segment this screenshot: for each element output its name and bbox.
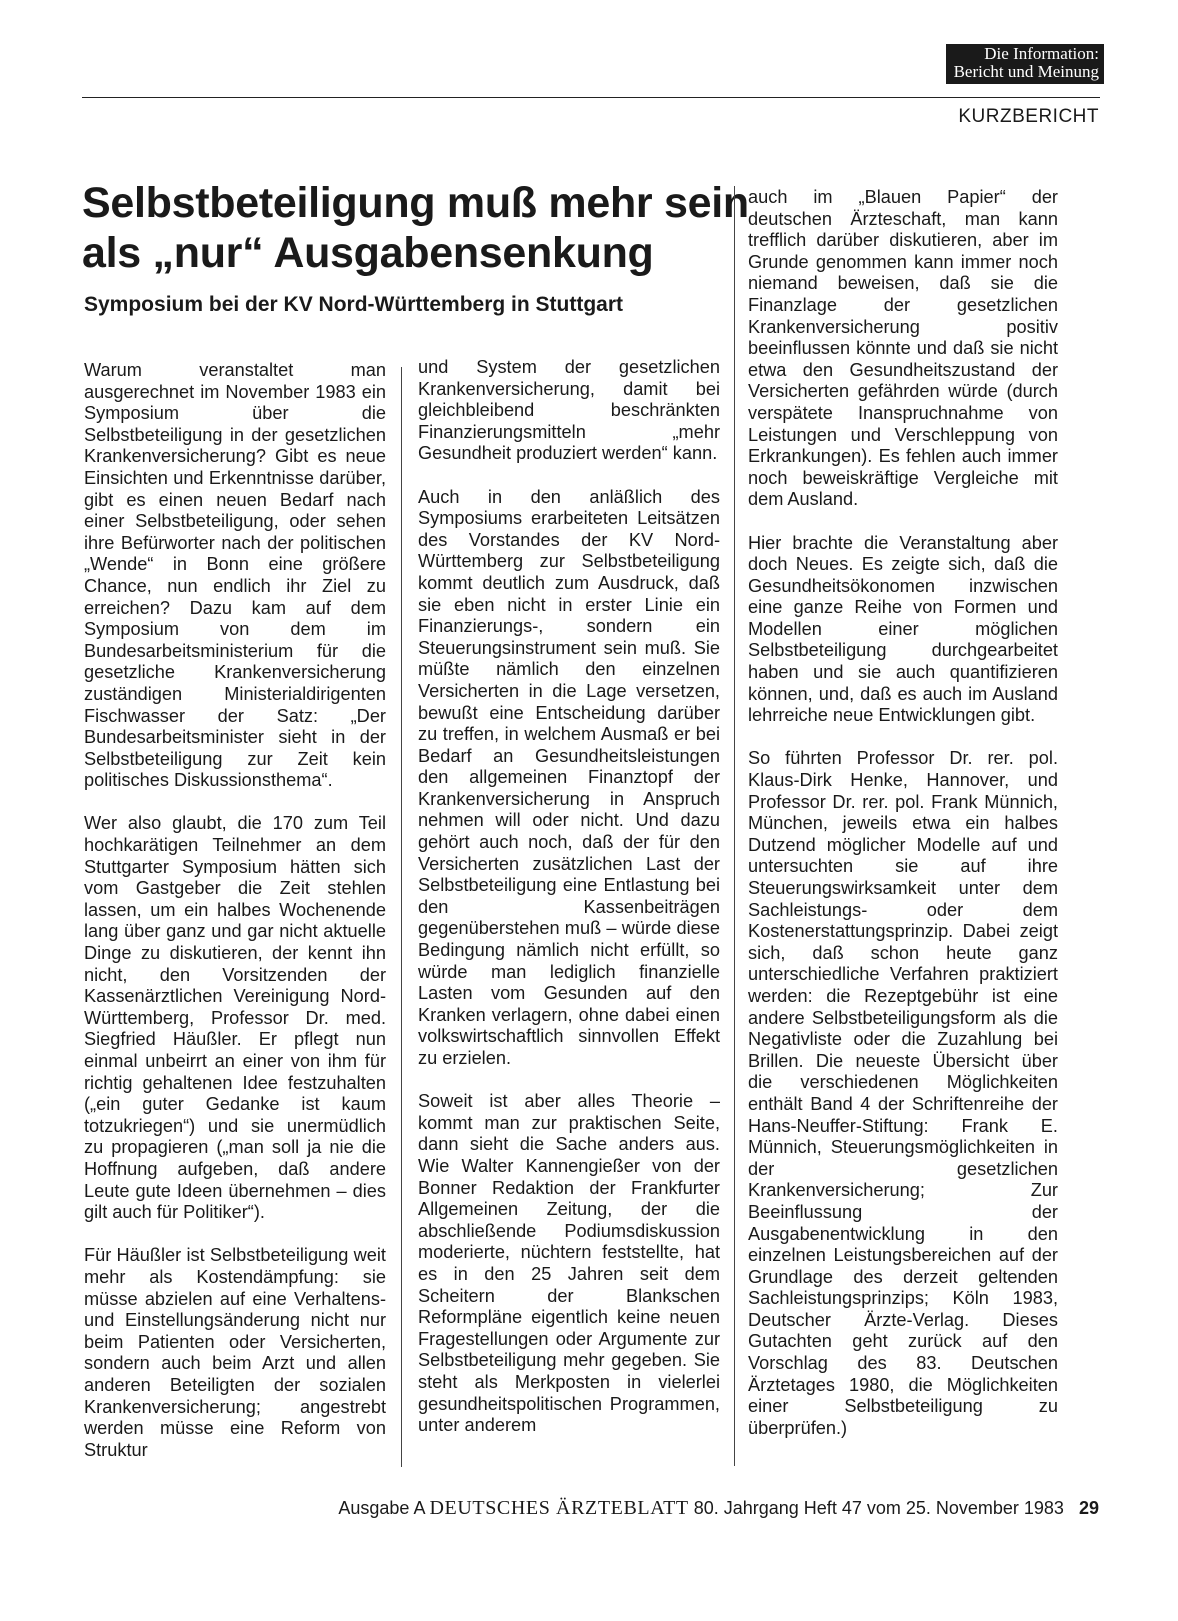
paragraph: auch im „Blauen Papier“ der deutschen Ärzteschaft, man kann trefflich darüber diskutieren, aber im Grunde genommen kann immer noch niemand beweisen, daß sie die Finanzlage der gesetzlichen Krankenversicherung positiv beeinflussen könnte und daß sie nicht etwa den Gesundheitszustand der Versicherten gefährden würde (durch verspätete Inanspruchnahme von Leistungen und Verschleppung von Erkrankungen). Es fehlen auch immer noch beweiskräftige Vergleiche mit dem Ausland. xyxy=(748,187,1058,510)
section-badge xyxy=(946,44,1104,84)
paragraph: So führten Professor Dr. rer. pol. Klaus-Dirk Henke, Hannover, und Professor Dr. rer. pol. Frank Münnich, München, jeweils etwa ein halbes Dutzend möglicher Modelle auf und untersuchten sie auf ihre Steuerungswirksamkeit unter dem Sachleistungs- oder dem Kostenerstattungsprinzip. Dabei zeigt sich, daß schon heute ganz unterschiedliche Verfahren praktiziert werden: die Rezeptgebühr ist eine andere Selbstbeteiligungsform als die Negativliste oder die Zuzahlung bei Brillen. Die neueste Übersicht über die verschiedenen Möglichkeiten enthält Band 4 der Schriftenreihe der Hans-Neuffer-Stiftung: Frank E. Münnich, Steuerungsmöglichkeiten in der gesetzlichen Krankenversicherung; Zur Beeinflussung der Ausgabenentwicklung in den einzelnen Leistungsbereichen auf der Grundlage des derzeit geltenden Sachleistungsprinzips; Köln 1983, Deutscher Ärzte-Verlag. Dieses Gutachten geht zurück auf den Vorschlag des 83. Deutschen Ärztetages 1980, die Möglichkeiten einer Selbstbeteiligung zu überprüfen.) xyxy=(748,748,1058,1438)
article-column-1 xyxy=(84,360,386,1461)
article-headline: Selbstbeteiligung muß mehr sein als „nur“ Ausgabensenkung xyxy=(82,179,749,277)
issue-info: 80. Jahrgang Heft 47 vom 25. November 1983 xyxy=(693,1498,1064,1518)
paragraph: Hier brachte die Veranstaltung aber doch Neues. Es zeigte sich, daß die Gesundheitsökonomen inzwischen eine ganze Reihe von Formen und Modellen einer möglichen Selbstbeteiligung durchgearbeitet haben und sie auch quantifizieren können, und, daß es auch im Ausland lehrreiche neue Entwicklungen gibt. xyxy=(748,532,1058,726)
paragraph: Für Häußler ist Selbstbeteiligung weit mehr als Kostendämpfung: sie müsse abzielen auf eine Verhaltens- und Einstellungsänderung nicht nur beim Patienten oder Versicherten, sondern auch beim Arzt und allen anderen Beteiligten der sozialen Krankenversicherung; angestrebt werden müsse eine Reform von Struktur xyxy=(84,1245,386,1460)
kicker: KURZBERICHT xyxy=(958,106,1099,127)
paragraph: Auch in den anläßlich des Symposiums erarbeiteten Leitsätzen des Vorstandes der KV Nord-Württemberg zur Selbstbeteiligung kommt deutlich zum Ausdruck, daß sie eben nicht in erster Linie ein Finanzierungs-, sondern ein Steuerungsinstrument sein muß. Sie müßte nämlich den einzelnen Versicherten in die Lage versetzen, bewußt eine Entscheidung darüber zu treffen, in welchem Ausmaß er bei Bedarf an Gesundheitsleistungen den allgemeinen Finanztopf der Krankenversicherung in Anspruch nehmen will oder nicht. Und dazu gehört auch noch, daß der für den Versicherten zusätzlichen Last der Selbstbeteiligung eine Entlastung bei den Kassenbeiträgen gegenüberstehen muß – würde diese Bedingung nämlich nicht erfüllt, so würde man lediglich finanzielle Lasten vom Gesunden auf den Kranken verlagern, ohne dabei einen volkswirtschaftlich sinnvollen Effekt zu erzielen. xyxy=(418,486,720,1068)
page-footer xyxy=(0,1497,1099,1520)
article-subheadline: Symposium bei der KV Nord-Württemberg in Stuttgart xyxy=(84,293,624,316)
article-column-2 xyxy=(418,357,720,1437)
section-label-line2: Bericht und Meinung xyxy=(953,62,1099,81)
paragraph: und System der gesetzlichen Krankenversicherung, damit bei gleichbleibend beschränkten Finanzierungsmitteln „mehr Gesundheit produziert werden“ kann. xyxy=(418,357,720,464)
edition-label: Ausgabe A xyxy=(338,1498,425,1518)
section-label-line1: Die Information: xyxy=(984,44,1099,63)
paragraph: Wer also glaubt, die 170 zum Teil hochkarätigen Teilnehmer an dem Stuttgarter Symposium hätten sich vom Gastgeber die Zeit stehlen lassen, um ein halbes Wochenende lang über ganz und gar nicht aktuelle Dinge zu diskutieren, der kennt ihn nicht, den Vorsitzenden der Kassenärztlichen Vereinigung Nord-Württemberg, Professor Dr. med. Siegfried Häußler. Er pflegt nun einmal unbeirrt an einer von ihm für richtig gehaltenen Idee festzuhalten („ein guter Gedanke ist kaum totzukriegen“) und sie unermüdlich zu propagieren („man soll ja nie die Hoffnung aufgeben, daß andere Leute gute Ideen übernehmen – dies gilt auch für Politiker“). xyxy=(84,813,386,1223)
article-column-3 xyxy=(748,187,1058,1439)
top-rule xyxy=(82,97,1100,98)
journal-title: DEUTSCHES ÄRZTEBLATT xyxy=(429,1497,689,1519)
paragraph: Warum veranstaltet man ausgerechnet im November 1983 ein Symposium über die Selbstbeteiligung in der gesetzlichen Krankenversicherung? Gibt es neue Einsichten und Erkenntnisse darüber, gibt es einen neuen Bedarf nach einer Selbstbeteiligung, oder sehen ihre Befürworter nach der politischen „Wende“ in Bonn eine größere Chance, nun endlich ihr Ziel zu erreichen? Dazu kam auf dem Symposium von dem im Bundesarbeitsministerium für die gesetzliche Krankenversicherung zuständigen Ministerialdirigenten Fischwasser der Satz: „Der Bundesarbeitsminister sieht in der Selbstbeteiligung zur Zeit kein politisches Diskussionsthema“. xyxy=(84,360,386,791)
page-number: 29 xyxy=(1078,1498,1099,1518)
column-divider-2 xyxy=(734,186,735,1466)
column-divider-1 xyxy=(401,367,402,1467)
paragraph: Soweit ist aber alles Theorie – kommt man zur praktischen Seite, dann sieht die Sache anders aus. Wie Walter Kannengießer von der Bonner Redaktion der Frankfurter Allgemeinen Zeitung, der die abschließende Podiumsdiskussion moderierte, nüchtern feststellte, hat es in den 25 Jahren seit dem Scheitern der Blankschen Reformpläne eigentlich keine neuen Fragestellungen oder Argumente zur Selbstbeteiligung mehr gegeben. Sie steht als Merkposten in vielerlei gesundheitspolitischen Programmen, unter anderem xyxy=(418,1091,720,1436)
